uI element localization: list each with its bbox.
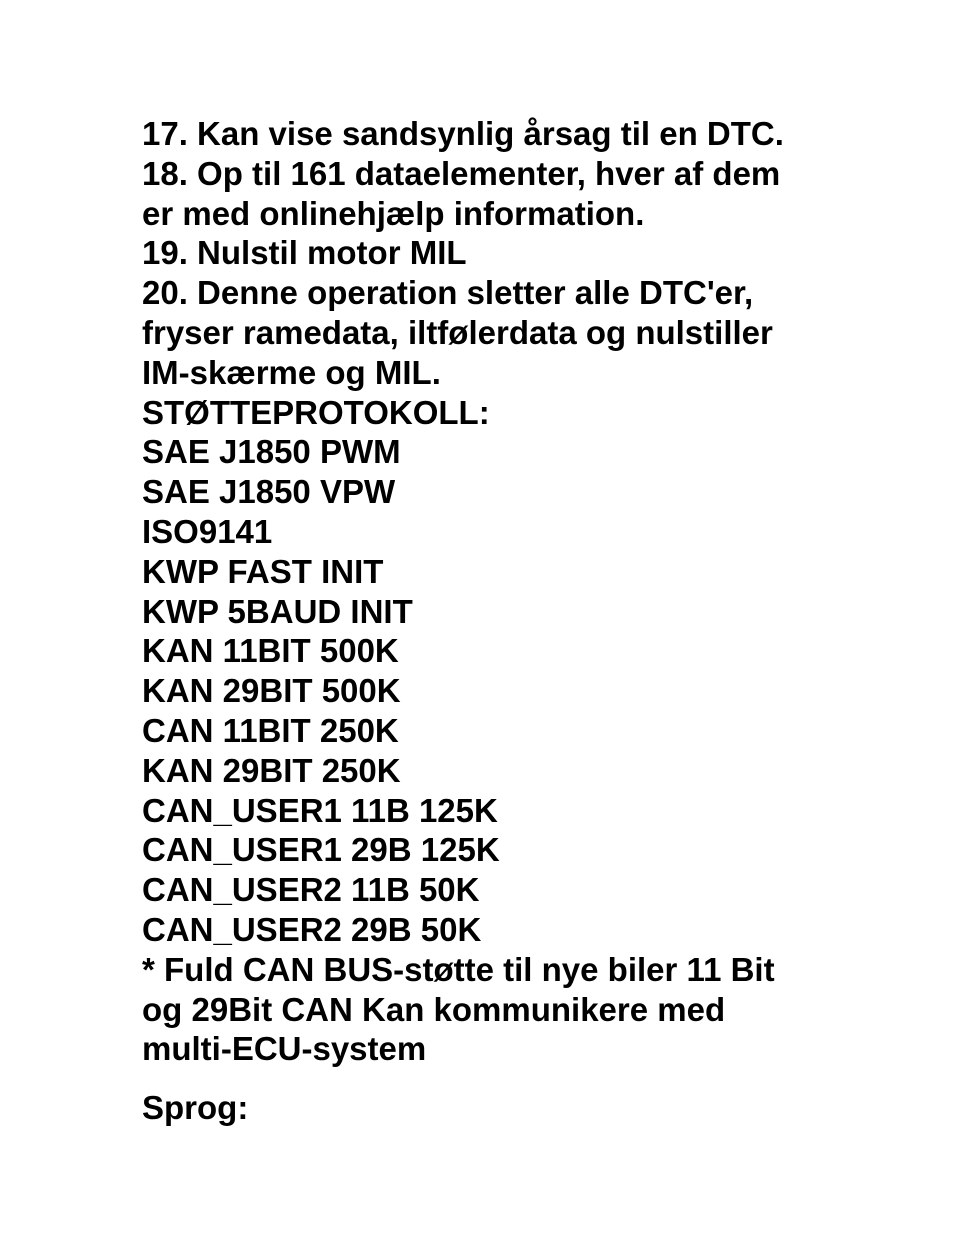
text-line: IM-skærme og MIL. [142, 353, 441, 391]
feature-text-block [142, 114, 922, 1069]
protocol-item: KAN 29BIT 500K [142, 672, 401, 710]
protocol-heading: STØTTEPROTOKOLL: [142, 393, 490, 431]
protocol-item: KAN 29BIT 250K [142, 751, 401, 789]
protocol-item: CAN_USER2 29B 50K [142, 910, 482, 948]
text-line: er med onlinehjælp information. [142, 194, 645, 232]
text-line: og 29Bit CAN Kan kommunikere med [142, 990, 726, 1028]
protocol-item: KAN 11BIT 500K [142, 632, 399, 670]
protocol-item: KWP FAST INIT [142, 552, 384, 590]
protocol-item: SAE J1850 VPW [142, 473, 396, 511]
text-line: 17. Kan vise sandsynlig årsag til en DTC. [142, 115, 784, 152]
protocol-item: KWP 5BAUD INIT [142, 592, 413, 630]
protocol-item: CAN_USER1 11B 125K [142, 791, 498, 829]
language-heading: Sprog: [142, 1089, 249, 1126]
text-line: 18. Op til 161 dataelementer, hver af dem [142, 154, 781, 192]
protocol-item: CAN_USER2 11B 50K [142, 871, 480, 909]
text-line: multi-ECU-system [142, 1030, 427, 1068]
protocol-item: CAN 11BIT 250K [142, 711, 399, 749]
text-line: * Fuld CAN BUS-støtte til nye biler 11 Bit [142, 950, 775, 988]
protocol-item: CAN_USER1 29B 125K [142, 831, 500, 869]
protocol-item: ISO9141 [142, 512, 273, 550]
protocol-item: SAE J1850 PWM [142, 433, 401, 471]
text-line: 19. Nulstil motor MIL [142, 234, 467, 272]
text-line: 20. Denne operation sletter alle DTC'er, [142, 274, 754, 312]
text-line: fryser ramedata, iltfølerdata og nulstiller [142, 313, 773, 351]
